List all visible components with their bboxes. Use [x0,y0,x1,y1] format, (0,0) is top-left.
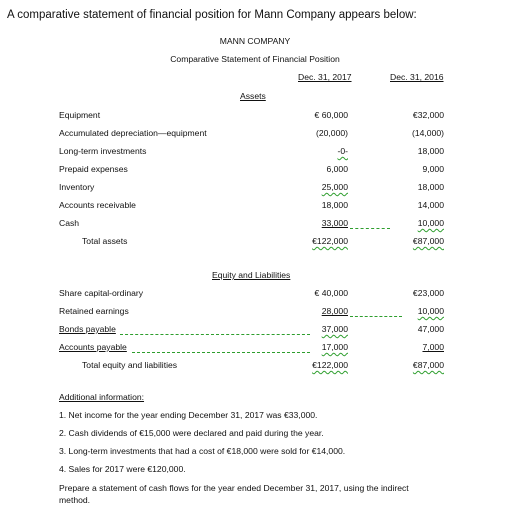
instruction-line-1: Prepare a statement of cash flows for the year ended December 31, 2017, using the indirect [59,483,409,493]
additional-information-heading: Additional information: [59,392,145,402]
asset-value-2017: 25,000 [321,182,348,192]
asset-value-2016: €32,000 [412,110,444,120]
total-assets-2016: €87,000 [412,236,444,246]
equity-value-2016: 10,000 [417,306,444,316]
notes-list [59,408,345,477]
equity-value-2016: 7,000 [422,342,444,352]
equity-label: Bonds payable [59,324,116,334]
asset-label: Equipment [59,110,101,120]
equity-value-2017: € 40,000 [314,288,348,298]
asset-value-2017: -0- [337,146,348,156]
equity-value-2017: 28,000 [321,306,348,316]
equity-value-2016: €23,000 [412,288,444,298]
statement-title: Comparative Statement of Financial Position [170,54,340,64]
asset-label: Inventory [59,182,95,192]
asset-value-2017: € 60,000 [314,110,348,120]
asset-value-2016: 14,000 [417,200,444,210]
asset-label: Accumulated depreciation—equipment [59,128,207,138]
asset-value-2016: (14,000) [411,128,444,138]
asset-label: Accounts receivable [59,200,136,210]
asset-value-2016: 18,000 [417,146,444,156]
total-equity-label: Total equity and liabilities [82,360,178,370]
total-equity-2017: €122,000 [312,360,348,370]
total-assets-2017: €122,000 [312,236,348,246]
leader-line [350,228,390,229]
column-header-2016: Dec. 31, 2016 [390,72,444,82]
asset-value-2017: 18,000 [321,200,348,210]
equity-label: Share capital-ordinary [59,288,144,298]
note-item: 2. Cash dividends of €15,000 were declared and paid during the year. [59,428,324,438]
equity-liabilities-heading: Equity and Liabilities [212,270,291,280]
company-name: MANN COMPANY [219,36,291,46]
asset-label: Prepaid expenses [59,164,128,174]
asset-value-2017: 6,000 [326,164,348,174]
note-item: 1. Net income for the year ending December 31, 2017 was €33,000. [59,410,318,420]
asset-value-2017: 33,000 [321,218,348,228]
intro-text: A comparative statement of financial position for Mann Company appears below: [7,9,417,21]
asset-value-2016: 9,000 [422,164,444,174]
asset-value-2016: 10,000 [417,218,444,228]
total-equity-2016: €87,000 [412,360,444,370]
asset-value-2017: (20,000) [315,128,348,138]
leader-line [132,352,310,353]
leader-line [350,316,402,317]
asset-value-2016: 18,000 [417,182,444,192]
assets-heading: Assets [240,91,266,101]
column-header-2017: Dec. 31, 2017 [298,72,352,82]
total-assets-label: Total assets [82,236,128,246]
asset-label: Long-term investments [59,146,147,156]
equity-label: Retained earnings [59,306,129,316]
equity-label: Accounts payable [59,342,127,352]
note-item: 3. Long-term investments that had a cost of €18,000 were sold for €14,000. [59,446,346,456]
leader-line [120,334,310,335]
equity-value-2017: 17,000 [321,342,348,352]
equity-value-2017: 37,000 [321,324,348,334]
asset-label: Cash [59,218,80,228]
equity-value-2016: 47,000 [417,324,444,334]
note-item: 4. Sales for 2017 were €120,000. [59,464,186,474]
instruction-line-2: method. [59,495,91,505]
